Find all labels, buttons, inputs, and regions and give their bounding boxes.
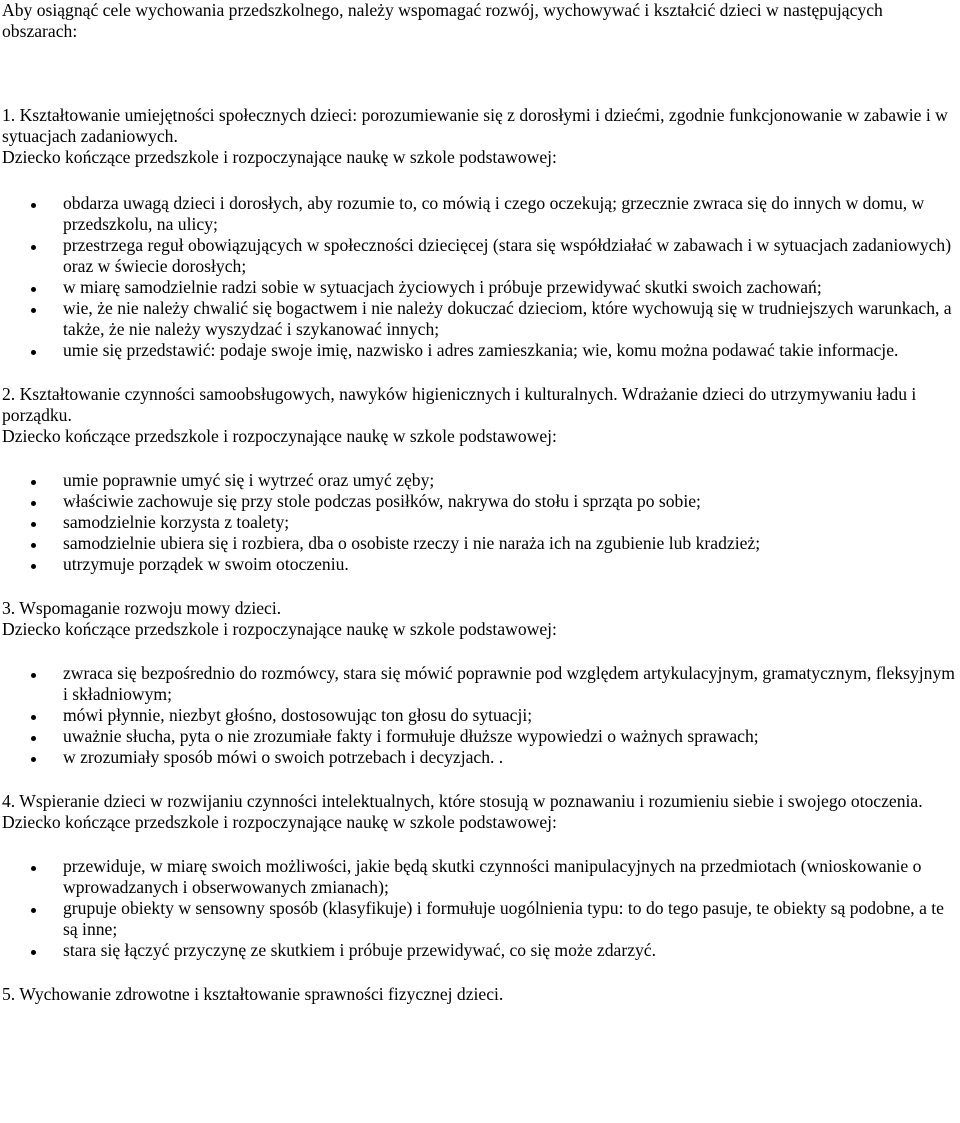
list-item: umie się przedstawić: podaje swoje imię, nazwisko i adres zamieszkania; wie, komu można podawać takie informacje. xyxy=(0,340,958,361)
section-4-heading: 4. Wspieranie dzieci w rozwijaniu czynności intelektualnych, które stosują w poznawaniu i rozumieniu siebie i swojego otoczenia. xyxy=(2,791,923,811)
section-3-lead: Dziecko kończące przedszkole i rozpoczynające naukę w szkole podstawowej: xyxy=(2,619,557,639)
bullet-icon xyxy=(31,350,36,355)
list-item: właściwie zachowuje się przy stole podczas posiłków, nakrywa do stołu i sprząta po sobie; xyxy=(0,491,958,512)
bullet-icon xyxy=(31,715,36,720)
list-item: przewiduje, w miarę swoich możliwości, jakie będą skutki czynności manipulacyjnych na przedmiotach (wnioskowanie o wprowadzanych i obserwowanych zmianach); xyxy=(0,856,958,898)
section-2-list xyxy=(0,470,958,575)
bullet-icon xyxy=(31,287,36,292)
list-item: w zrozumiały sposób mówi o swoich potrzebach i decyzjach. . xyxy=(0,747,958,768)
bullet-icon xyxy=(31,736,36,741)
list-item: obdarza uwagą dzieci i dorosłych, aby rozumie to, co mówią i czego oczekują; grzecznie zwraca się do innych w domu, w przedszkolu, na ulicy; xyxy=(0,193,958,235)
bullet-icon xyxy=(31,757,36,762)
list-item: umie poprawnie umyć się i wytrzeć oraz umyć zęby; xyxy=(0,470,958,491)
list-item: stara się łączyć przyczynę ze skutkiem i próbuje przewidywać, co się może zdarzyć. xyxy=(0,940,958,961)
section-4-lead: Dziecko kończące przedszkole i rozpoczynające naukę w szkole podstawowej: xyxy=(2,812,557,832)
section-3-list xyxy=(0,663,958,768)
list-item: utrzymuje porządek w swoim otoczeniu. xyxy=(0,554,958,575)
bullet-icon xyxy=(31,203,36,208)
section-5-heading: 5. Wychowanie zdrowotne i kształtowanie sprawności fizycznej dzieci. xyxy=(2,984,504,1004)
bullet-icon xyxy=(31,908,36,913)
list-item: grupuje obiekty w sensowny sposób (klasyfikuje) i formułuje uogólnienia typu: to do tego pasuje, te obiekty są podobne, a te są inne; xyxy=(0,898,958,940)
list-item: przestrzega reguł obowiązujących w społeczności dziecięcej (stara się współdziałać w zabawach i w sytuacjach zadaniowych) oraz w świecie dorosłych; xyxy=(0,235,958,277)
list-item: w miarę samodzielnie radzi sobie w sytuacjach życiowych i próbuje przewidywać skutki swoich zachowań; xyxy=(0,277,958,298)
bullet-icon xyxy=(31,245,36,250)
intro-paragraph: Aby osiągnąć cele wychowania przedszkolnego, należy wspomagać rozwój, wychowywać i kształcić dzieci w następujących obszarach: xyxy=(2,0,883,41)
section-1-lead: Dziecko kończące przedszkole i rozpoczynające naukę w szkole podstawowej: xyxy=(2,147,557,167)
bullet-icon xyxy=(31,673,36,678)
bullet-icon xyxy=(31,480,36,485)
list-item: mówi płynnie, niezbyt głośno, dostosowując ton głosu do sytuacji; xyxy=(0,705,958,726)
bullet-icon xyxy=(31,308,36,313)
section-1-list xyxy=(0,193,958,361)
section-4-list xyxy=(0,856,958,961)
list-item: uważnie słucha, pyta o nie zrozumiałe fakty i formułuje dłuższe wypowiedzi o ważnych sprawach; xyxy=(0,726,958,747)
bullet-icon xyxy=(31,866,36,871)
list-item: wie, że nie należy chwalić się bogactwem i nie należy dokuczać dzieciom, które wychowują się w trudniejszych warunkach, a także, że nie należy wyszydzać i szykanować innych; xyxy=(0,298,958,340)
bullet-icon xyxy=(31,543,36,548)
section-2-heading: 2. Kształtowanie czynności samoobsługowych, nawyków higienicznych i kulturalnych. Wdrażanie dzieci do utrzymywaniu ładu i porządku. xyxy=(2,384,917,425)
bullet-icon xyxy=(31,950,36,955)
bullet-icon xyxy=(31,522,36,527)
section-3-heading: 3. Wspomaganie rozwoju mowy dzieci. xyxy=(2,598,282,618)
section-2-lead: Dziecko kończące przedszkole i rozpoczynające naukę w szkole podstawowej: xyxy=(2,426,557,446)
list-item: zwraca się bezpośrednio do rozmówcy, stara się mówić poprawnie pod względem artykulacyjnym, gramatycznym, fleksyjnym i składniowym; xyxy=(0,663,958,705)
list-item: samodzielnie korzysta z toalety; xyxy=(0,512,958,533)
bullet-icon xyxy=(31,501,36,506)
bullet-icon xyxy=(31,564,36,569)
list-item: samodzielnie ubiera się i rozbiera, dba o osobiste rzeczy i nie naraża ich na zgubienie lub kradzież; xyxy=(0,533,958,554)
section-1-heading: 1. Kształtowanie umiejętności społecznych dzieci: porozumiewanie się z dorosłymi i dziećmi, zgodnie funkcjonowanie w zabawie i w sytuacjach zadaniowych. xyxy=(2,105,948,146)
